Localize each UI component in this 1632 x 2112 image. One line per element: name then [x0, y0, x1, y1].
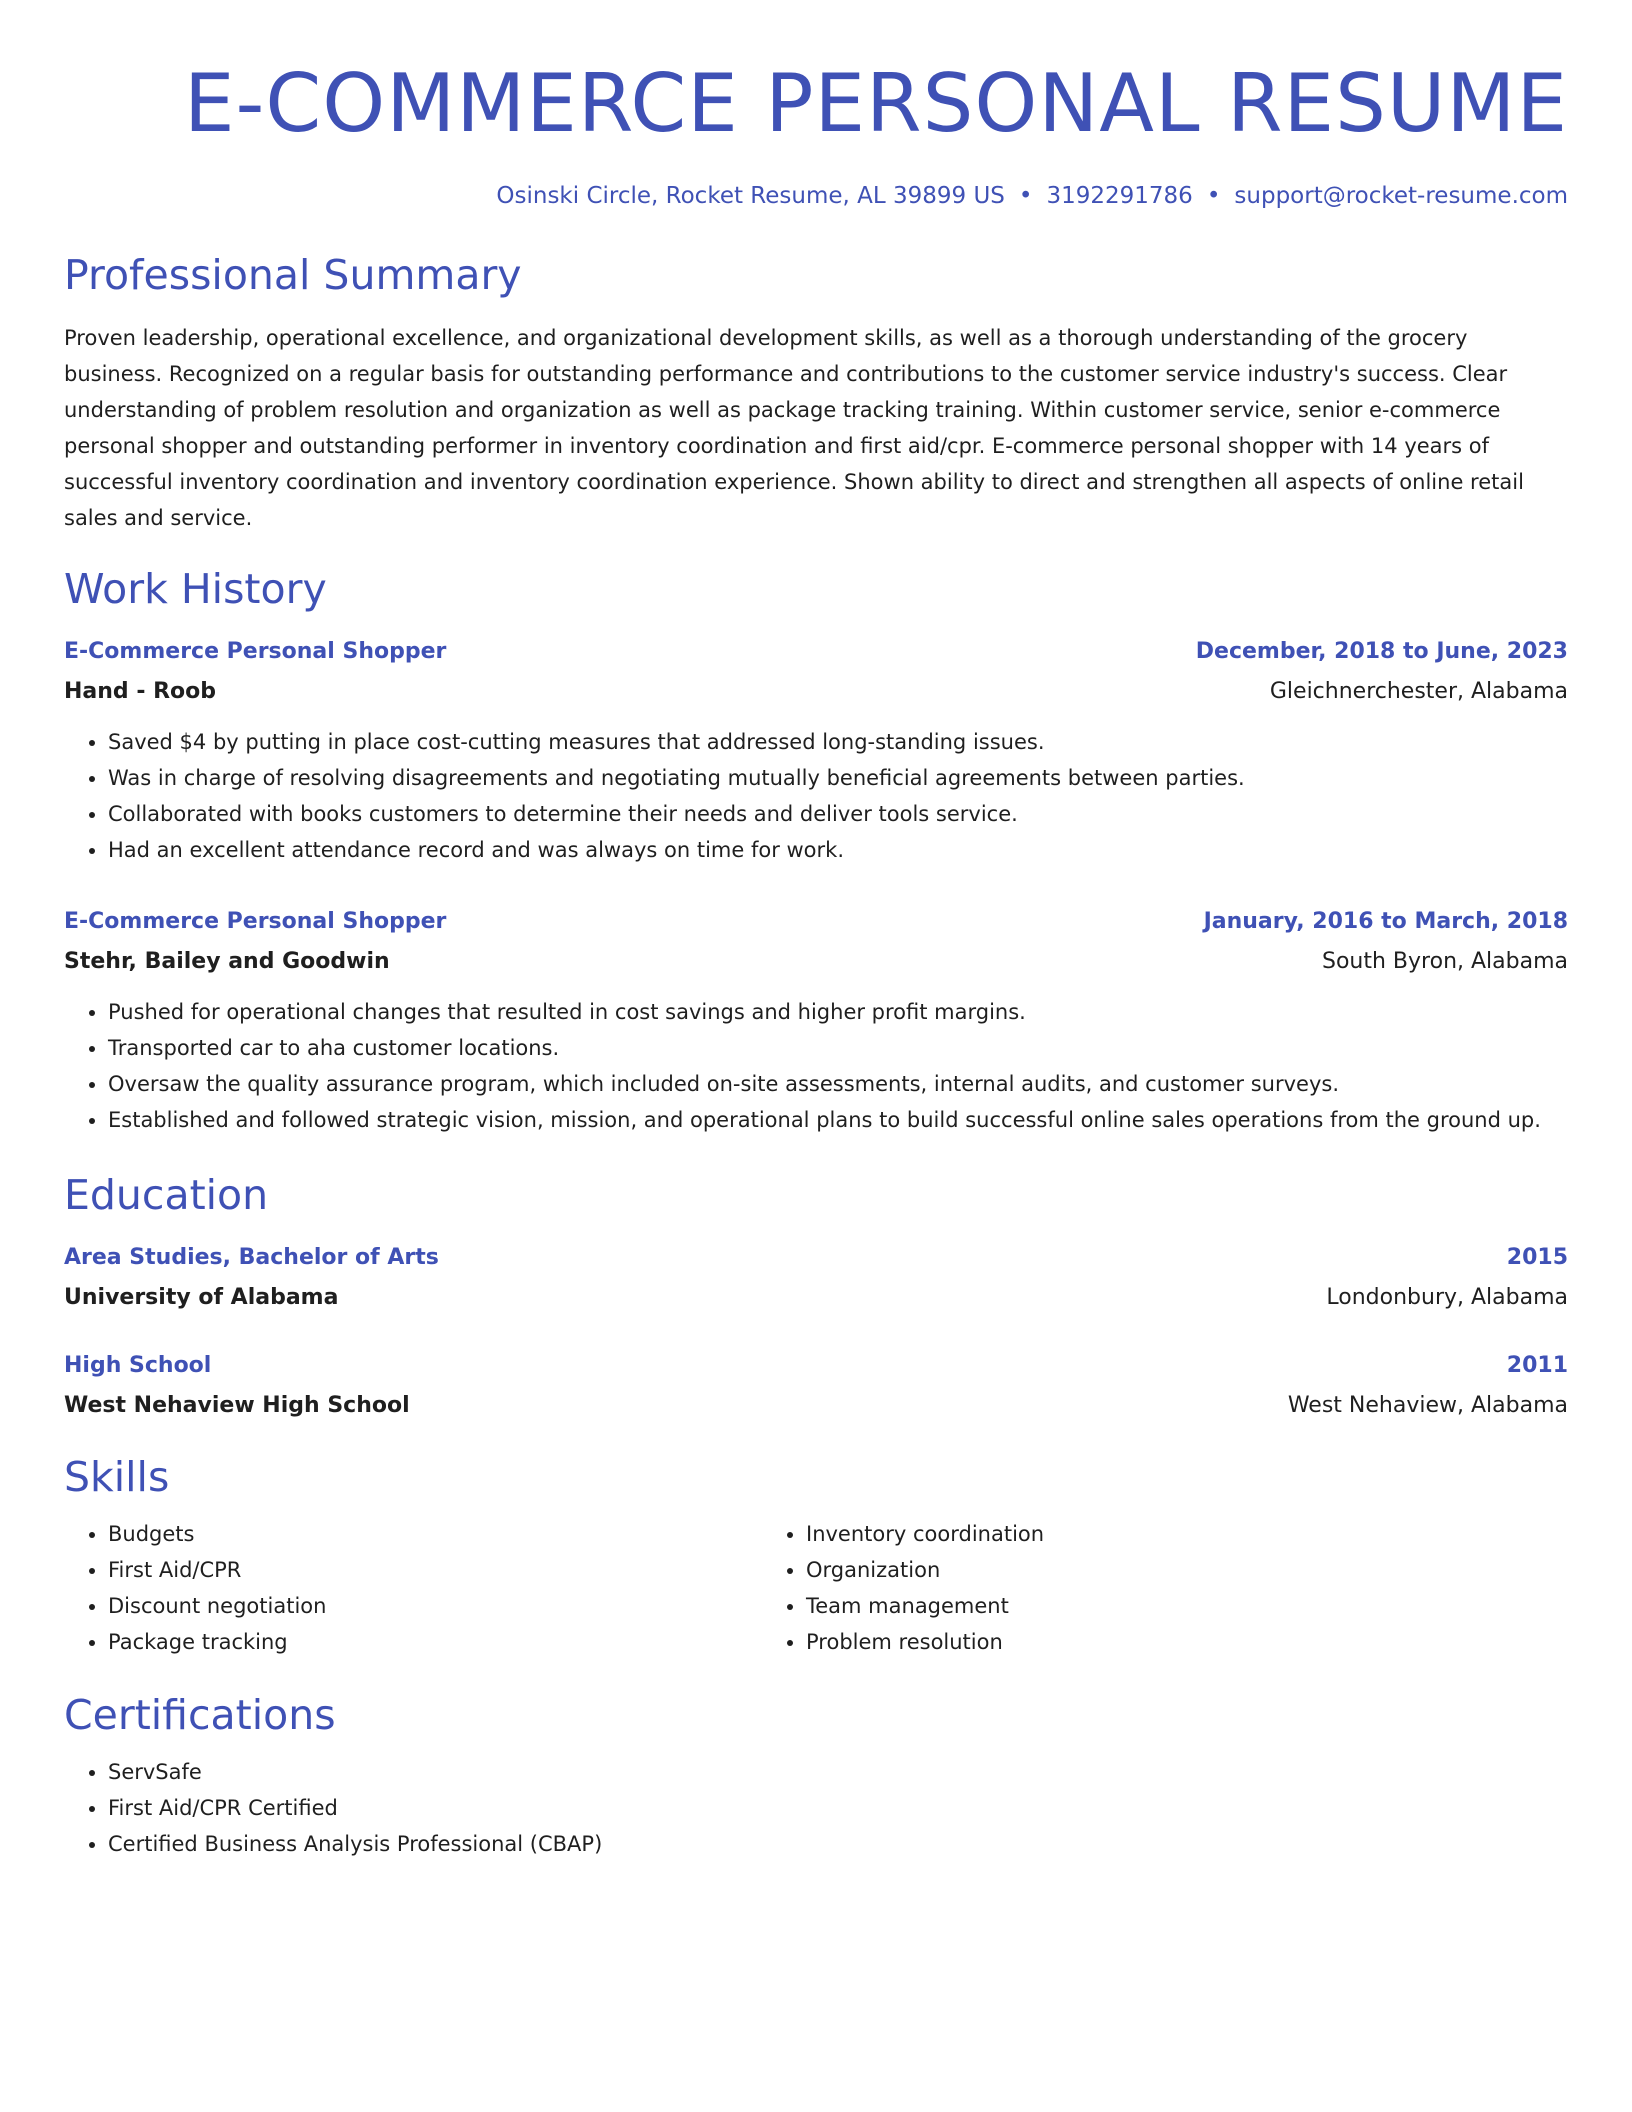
education-degree: Area Studies, Bachelor of Arts [64, 1245, 439, 1270]
job-bullets [64, 994, 1568, 1138]
education-subheader [64, 1280, 1568, 1316]
skill-item: • First Aid/CPR [108, 1552, 762, 1588]
certification-item: • Certified Business Analysis Professional (CBAP) [108, 1826, 1568, 1862]
contact-email: support@rocket-resume.com [1234, 183, 1568, 209]
job-entry [64, 634, 1568, 868]
job-entry [64, 904, 1568, 1138]
skill-item: • Discount negotiation [108, 1588, 762, 1624]
resume-page [64, 0, 1568, 1862]
resume-title: E-COMMERCE PERSONAL RESUME [183, 57, 1568, 150]
education-location: Londonbury, Alabama [1326, 1285, 1568, 1310]
skill-item: • Inventory coordination [806, 1516, 1568, 1552]
education-location: West Nehaview, Alabama [1287, 1393, 1568, 1418]
job-bullets [64, 724, 1568, 868]
certifications-heading: Certifications [64, 1691, 336, 1739]
skill-item: • Budgets [108, 1516, 762, 1552]
job-title: E-Commerce Personal Shopper [64, 639, 447, 664]
education-subheader [64, 1388, 1568, 1424]
contact-separator: • [1018, 183, 1033, 209]
education-header [64, 1240, 1568, 1276]
contact-phone: 3192291786 [1046, 183, 1193, 209]
job-bullet: • Was in charge of resolving disagreements and negotiating mutually beneficial agreements between parties. [108, 760, 1568, 796]
skill-item: • Organization [806, 1552, 1568, 1588]
job-bullet: • Had an excellent attendance record and was always on time for work. [108, 832, 1568, 868]
education-year: 2015 [1506, 1245, 1568, 1270]
education-heading: Education [64, 1171, 269, 1219]
job-subheader [64, 944, 1568, 980]
skills-heading: Skills [64, 1453, 170, 1501]
education-header [64, 1348, 1568, 1384]
summary-text: Proven leadership, operational excellence, and organizational development skills, as well as a thorough understanding of the grocery business. Recognized on a regular basis for outstanding performance and contributions to the customer service industry's success. Clear understanding of problem resolution and organization as well as package tracking training. Within customer service, senior e-commerce personal shopper and outstanding performer in inventory coordination and first aid/cpr. E-commerce personal shopper with 14 years of successful inventory coordination and inventory coordination experience. Shown ability to direct and strengthen all aspects of online retail sales and service. [64, 326, 1524, 530]
contact-separator: • [1206, 183, 1221, 209]
certifications-list [64, 1754, 1568, 1862]
education-year: 2011 [1506, 1353, 1568, 1378]
job-dates: December, 2018 to June, 2023 [1195, 639, 1568, 664]
job-company: Hand - Roob [64, 679, 217, 704]
skills-grid [64, 1516, 1568, 1660]
work-history-heading: Work History [64, 565, 327, 613]
certification-item: • ServSafe [108, 1754, 1568, 1790]
education-degree: High School [64, 1353, 212, 1378]
skill-item: • Team management [806, 1588, 1568, 1624]
contact-address: Osinski Circle, Rocket Resume, AL 39899 US [496, 183, 1005, 209]
skill-item: • Problem resolution [806, 1624, 1568, 1660]
job-location: South Byron, Alabama [1322, 949, 1568, 974]
job-header [64, 634, 1568, 670]
job-dates: January, 2016 to March, 2018 [1203, 909, 1568, 934]
job-bullet: • Oversaw the quality assurance program, which included on-site assessments, internal audits, and customer surveys. [108, 1066, 1568, 1102]
skill-item: • Package tracking [108, 1624, 762, 1660]
job-bullet: • Saved $4 by putting in place cost-cutting measures that addressed long-standing issues. [108, 724, 1568, 760]
summary-heading: Professional Summary [64, 251, 522, 299]
skills-column-right [762, 1516, 1568, 1660]
job-company: Stehr, Bailey and Goodwin [64, 949, 390, 974]
job-title: E-Commerce Personal Shopper [64, 909, 447, 934]
job-bullet: • Pushed for operational changes that resulted in cost savings and higher profit margins. [108, 994, 1568, 1030]
skills-column-left [64, 1516, 762, 1660]
contact-line [64, 180, 1568, 212]
education-entry [64, 1348, 1568, 1424]
education-school: University of Alabama [64, 1285, 339, 1310]
job-subheader [64, 674, 1568, 710]
job-bullet: • Collaborated with books customers to determine their needs and deliver tools service. [108, 796, 1568, 832]
education-entry [64, 1240, 1568, 1316]
job-bullet: • Established and followed strategic vision, mission, and operational plans to build successful online sales operations from the ground up. [108, 1102, 1568, 1138]
education-school: West Nehaview High School [64, 1393, 410, 1418]
certification-item: • First Aid/CPR Certified [108, 1790, 1568, 1826]
job-location: Gleichnerchester, Alabama [1269, 679, 1568, 704]
job-bullet: • Transported car to aha customer locations. [108, 1030, 1568, 1066]
job-header [64, 904, 1568, 940]
